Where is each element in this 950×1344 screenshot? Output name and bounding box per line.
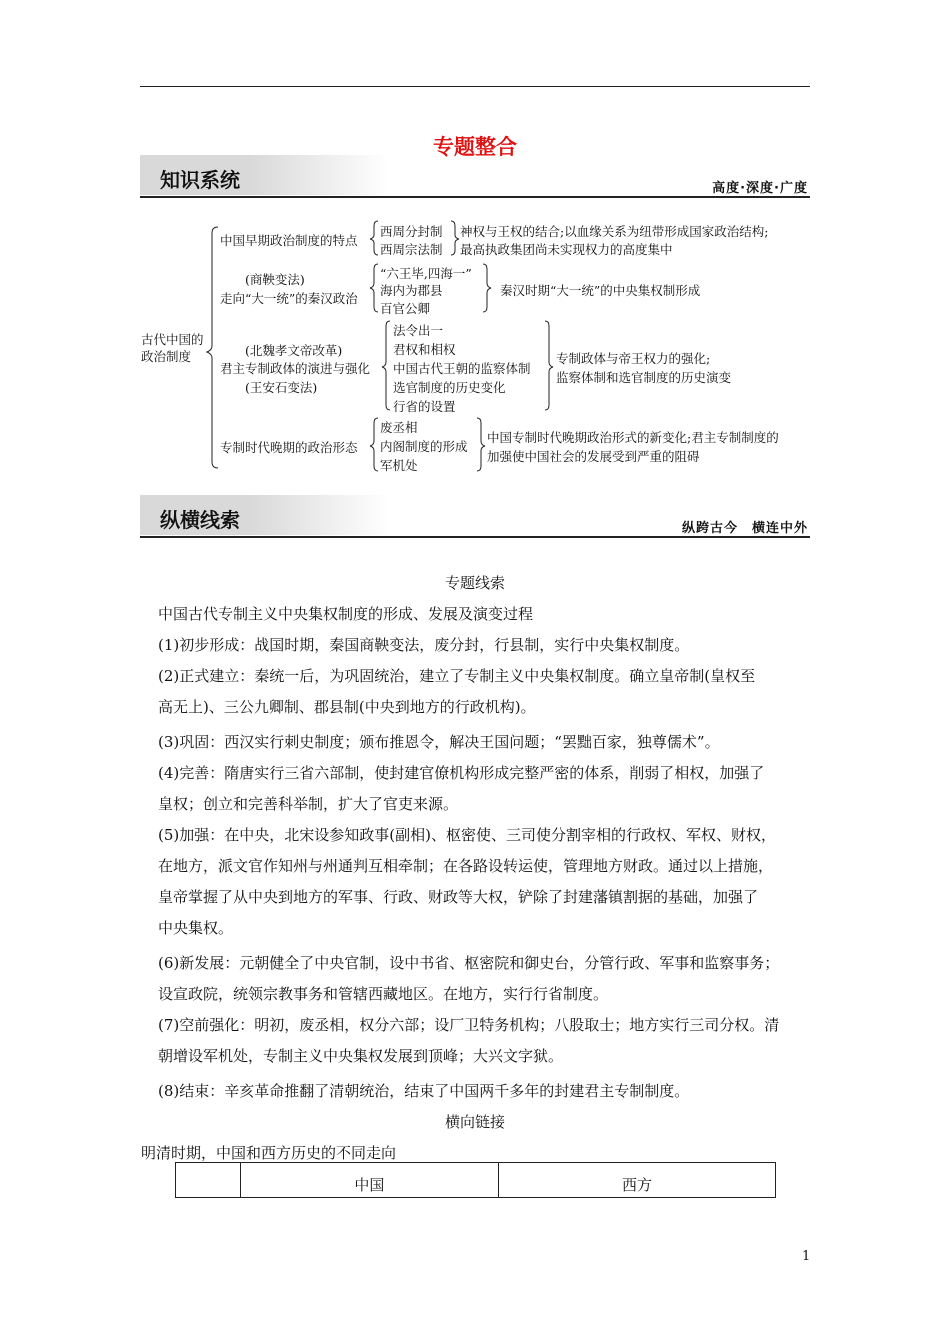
b1-item: 西周分封制 bbox=[380, 224, 443, 239]
branch-early: 中国早期政治制度的特点 bbox=[220, 233, 358, 248]
section-title: 纵横线索 bbox=[160, 508, 240, 532]
b2-item: 百官公卿 bbox=[380, 301, 431, 316]
b3-note: 专制政体与帝王权力的强化; bbox=[556, 351, 711, 366]
paragraph-line: (6)新发展：元朝健全了中央官制，设中书省、枢密院和御史台，分管行政、军事和监察事务； bbox=[158, 954, 780, 972]
paragraph-line: 皇权；创立和完善科举制，扩大了官吏来源。 bbox=[158, 795, 459, 813]
root-label-2: 政治制度 bbox=[141, 349, 192, 364]
b2-item: 海内为郡县 bbox=[380, 283, 443, 298]
table-header-cell: 中国 bbox=[240, 1163, 498, 1198]
paragraph-line: (1)初步形成：战国时期，秦国商鞅变法，废分封，行县制，实行中央集权制度。 bbox=[158, 636, 690, 654]
table-header-cell bbox=[176, 1163, 241, 1198]
paragraph-line: 在地方，派文官作知州与州通判互相牵制；在各路设转运使，管理地方财政。通过以上措施， bbox=[158, 857, 774, 875]
branch-late: 专制时代晚期的政治形态 bbox=[220, 440, 358, 455]
section-title: 知识系统 bbox=[160, 168, 240, 192]
paragraph-line: (8)结束：辛亥革命推翻了清朝统治，结束了中国两千多年的封建君主专制制度。 bbox=[158, 1082, 690, 1100]
section-subtitle: 纵跨古今 横连中外 bbox=[681, 521, 808, 536]
paragraph-line: 高无上)、三公九卿制、郡县制(中央到地方的行政机构)。 bbox=[158, 698, 536, 716]
paragraph-line: 设宣政院，统领宗教事务和管辖西藏地区。在地方，实行行省制度。 bbox=[158, 985, 609, 1003]
paragraph-line: (7)空前强化：明初，废丞相，权分六部；设厂卫特务机构；八股取士；地方实行三司分权。清 bbox=[158, 1016, 780, 1034]
table-caption: 明清时期，中国和西方历史的不同走向 bbox=[141, 1144, 397, 1162]
b1-note: 最高执政集团尚未实现权力的高度集中 bbox=[460, 242, 673, 257]
b4-item: 军机处 bbox=[380, 458, 418, 473]
paragraph-line: (3)巩固：西汉实行刺史制度；颁布推恩令，解决王国问题；“罢黜百家，独尊儒术”。 bbox=[158, 733, 720, 751]
paragraph-line: (4)完善：隋唐实行三省六部制，使封建官僚机构形成完整严密的体系，削弱了相权，加强了 bbox=[158, 764, 765, 782]
b4-note: 中国专制时代晚期政治形式的新变化;君主专制制度的 bbox=[487, 430, 779, 445]
section-subtitle: 高度·深度·广度 bbox=[712, 181, 808, 196]
table-header-cell: 西方 bbox=[498, 1163, 775, 1198]
b3-item: 君权和相权 bbox=[393, 342, 456, 357]
b2-item: “六王毕,四海一” bbox=[380, 266, 472, 281]
page-title: 专题整合 bbox=[433, 135, 517, 159]
b4-item: 废丞相 bbox=[380, 420, 418, 435]
b1-note: 神权与王权的结合;以血缘关系为纽带形成国家政治结构; bbox=[460, 224, 769, 239]
b2-note: 秦汉时期“大一统”的中央集权制形成 bbox=[500, 283, 701, 298]
b4-item: 内阁制度的形成 bbox=[380, 439, 468, 454]
b3-note: 监察体制和选官制度的历史演变 bbox=[556, 370, 732, 385]
b3-item: 选官制度的历史变化 bbox=[393, 380, 506, 395]
root-label-1: 古代中国的 bbox=[141, 332, 204, 347]
branch-qinhan: 走向“大一统”的秦汉政治 bbox=[220, 291, 358, 306]
heading-thread: 专题线索 bbox=[444, 574, 505, 592]
b2-paren: (商鞅变法) bbox=[245, 272, 305, 287]
paragraph-line: 皇帝掌握了从中央到地方的军事、行政、财政等大权，铲除了封建藩镇割据的基础，加强了 bbox=[158, 888, 759, 906]
branch-autocracy: 君主专制政体的演进与强化 bbox=[220, 361, 371, 376]
paragraph-line: (5)加强：在中央，北宋设参知政事(副相)、枢密使、三司使分割宰相的行政权、军权、财权， bbox=[158, 826, 776, 844]
heading-horizontal: 横向链接 bbox=[444, 1113, 505, 1131]
b3-item: 中国古代王朝的监察体制 bbox=[393, 361, 531, 376]
b4-note: 加强使中国社会的发展受到严重的阻碍 bbox=[487, 449, 700, 464]
paragraph-line: 中央集权。 bbox=[158, 919, 234, 937]
b3-item: 行省的设置 bbox=[393, 399, 456, 414]
b3-item: 法令出一 bbox=[393, 323, 444, 338]
b3-paren1: (北魏孝文帝改革) bbox=[245, 343, 343, 358]
b3-paren2: (王安石变法) bbox=[245, 380, 318, 395]
table-row bbox=[176, 1163, 776, 1198]
paragraph-line: (2)正式建立：秦统一后，为巩固统治，建立了专制主义中央集权制度。确立皇帝制(皇权至 bbox=[158, 667, 756, 685]
section-header-threads bbox=[140, 495, 810, 539]
b1-item: 西周宗法制 bbox=[380, 242, 443, 257]
comparison-table bbox=[175, 1162, 776, 1198]
paragraph-line: 朝增设军机处，专制主义中央集权发展到顶峰；大兴文字狱。 bbox=[158, 1047, 564, 1065]
page-number: 1 bbox=[802, 1249, 811, 1264]
paragraph-line: 中国古代专制主义中央集权制度的形成、发展及演变过程 bbox=[158, 605, 534, 623]
knowledge-diagram bbox=[0, 0, 950, 480]
